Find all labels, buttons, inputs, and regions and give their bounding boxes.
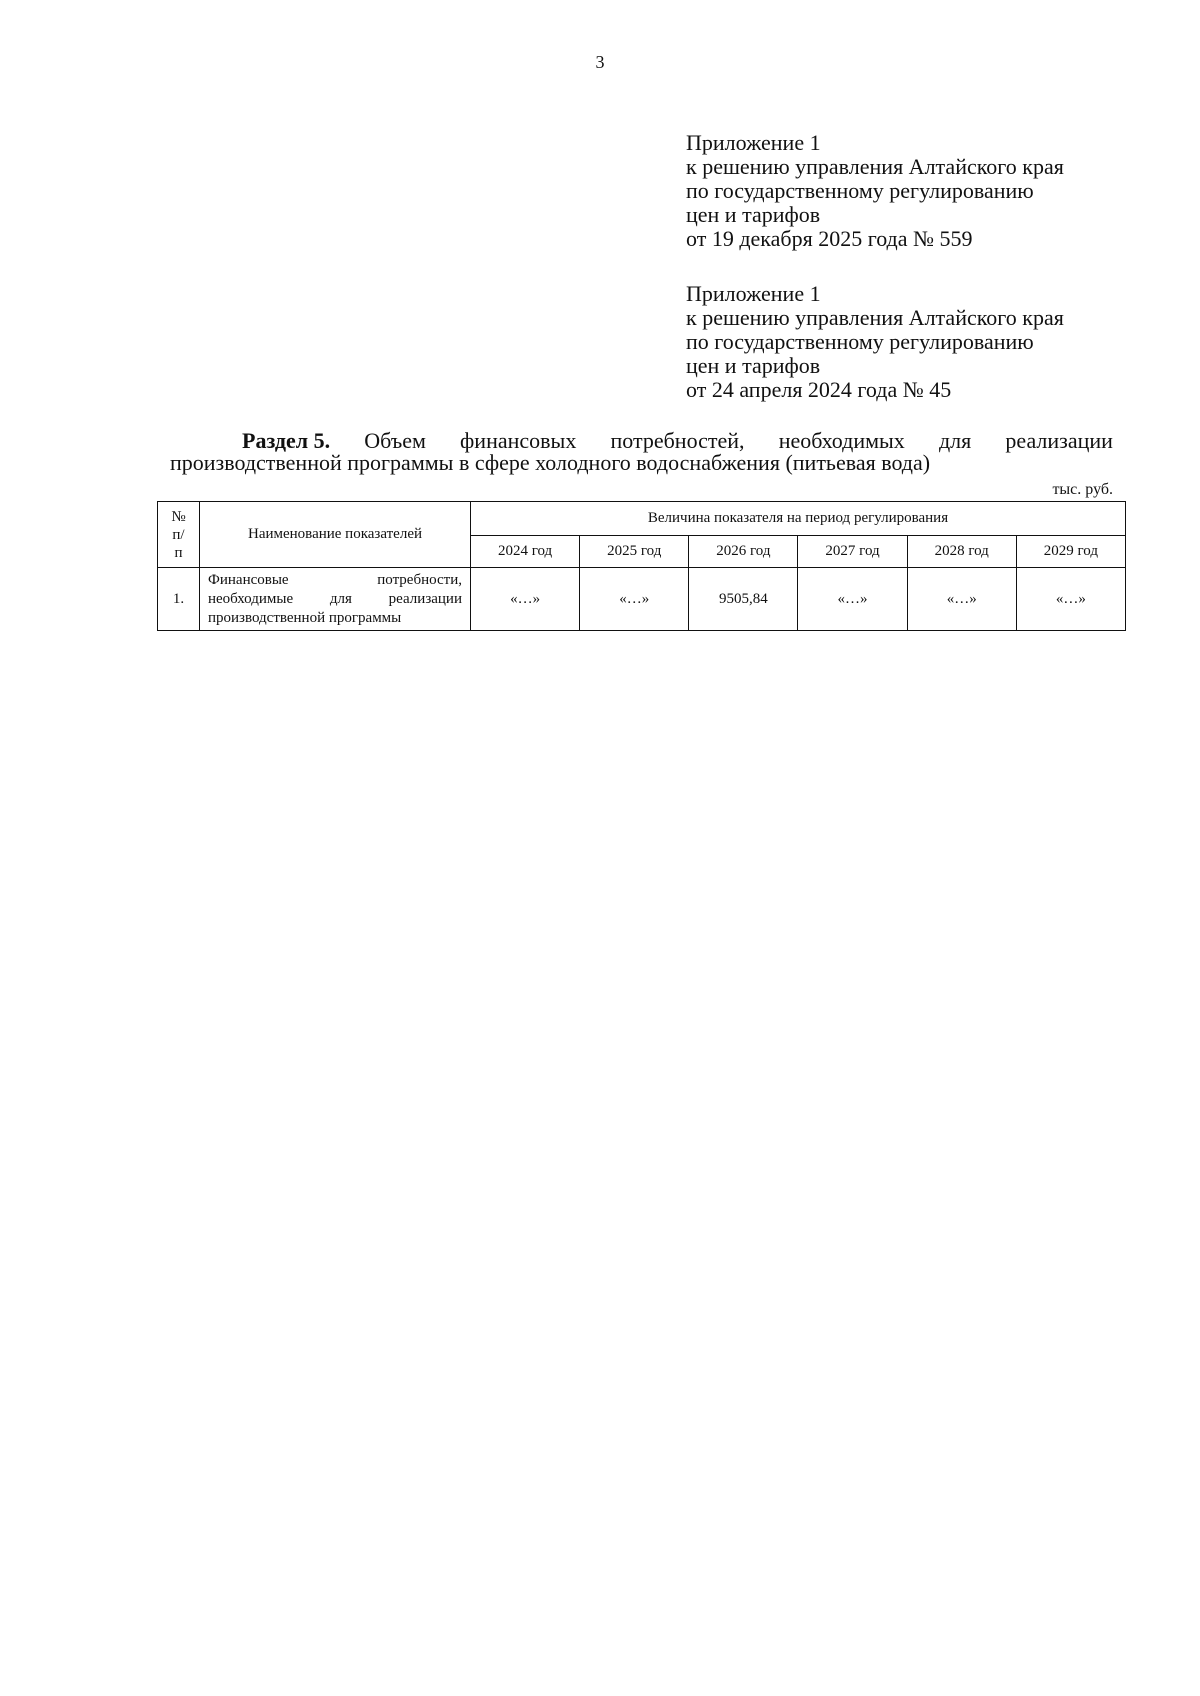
row-value: 9505,84: [689, 568, 798, 631]
section-title: [170, 430, 1113, 474]
row-value: «…»: [798, 568, 907, 631]
section-title-word: потребностей,: [610, 428, 745, 453]
appendix-line: цен и тарифов: [686, 202, 821, 227]
page-number: 3: [595, 52, 605, 72]
header-year: 2028 год: [907, 536, 1016, 568]
appendix-line: по государственному регулированию: [686, 329, 1034, 354]
header-name: Наименование показателей: [200, 502, 471, 568]
units-label: тыс. руб.: [1052, 481, 1113, 498]
section-title-word: для: [938, 428, 972, 453]
appendix-line: от 19 декабря 2025 года № 559: [686, 226, 973, 251]
section-title-word: финансовых: [460, 428, 577, 453]
header-period-group: Величина показателя на период регулирования: [471, 502, 1126, 536]
header-year: 2027 год: [798, 536, 907, 568]
section-title-word: реализации: [1005, 428, 1113, 453]
financial-needs-table: [157, 501, 1126, 631]
appendix-block-current: [686, 131, 1166, 251]
header-number: [158, 502, 200, 568]
section-title-line2: производственной программы в сфере холодного водоснабжения (питьевая вода): [170, 450, 931, 475]
row-value: «…»: [1016, 568, 1125, 631]
header-year: 2025 год: [580, 536, 689, 568]
header-year: 2026 год: [689, 536, 798, 568]
table-header-row: [158, 502, 1126, 536]
table-row: [158, 568, 1126, 631]
header-number-line: п: [174, 544, 183, 561]
row-name: [200, 568, 471, 631]
row-value: «…»: [580, 568, 689, 631]
appendix-line: Приложение 1: [686, 281, 821, 306]
header-number-line: п/: [172, 526, 185, 543]
header-year: 2029 год: [1016, 536, 1125, 568]
appendix-line: по государственному регулированию: [686, 178, 1034, 203]
row-name-line: производственной программы: [208, 609, 402, 626]
section-title-word: Объем: [364, 428, 426, 453]
section-title-word: необходимых: [778, 428, 905, 453]
appendix-line: Приложение 1: [686, 130, 821, 155]
appendix-line: к решению управления Алтайского края: [686, 154, 1064, 179]
row-name-line: необходимые для реализации: [208, 590, 462, 607]
row-name-line: Финансовые потребности,: [208, 571, 462, 588]
appendix-line: от 24 апреля 2024 года № 45: [686, 377, 952, 402]
header-number-line: №: [171, 508, 186, 525]
appendix-line: цен и тарифов: [686, 353, 821, 378]
section-label: Раздел 5.: [242, 428, 331, 453]
appendix-line: к решению управления Алтайского края: [686, 305, 1064, 330]
row-number: 1.: [158, 568, 200, 631]
appendix-block-original: [686, 282, 1166, 402]
header-year: 2024 год: [471, 536, 580, 568]
row-value: «…»: [907, 568, 1016, 631]
row-value: «…»: [471, 568, 580, 631]
